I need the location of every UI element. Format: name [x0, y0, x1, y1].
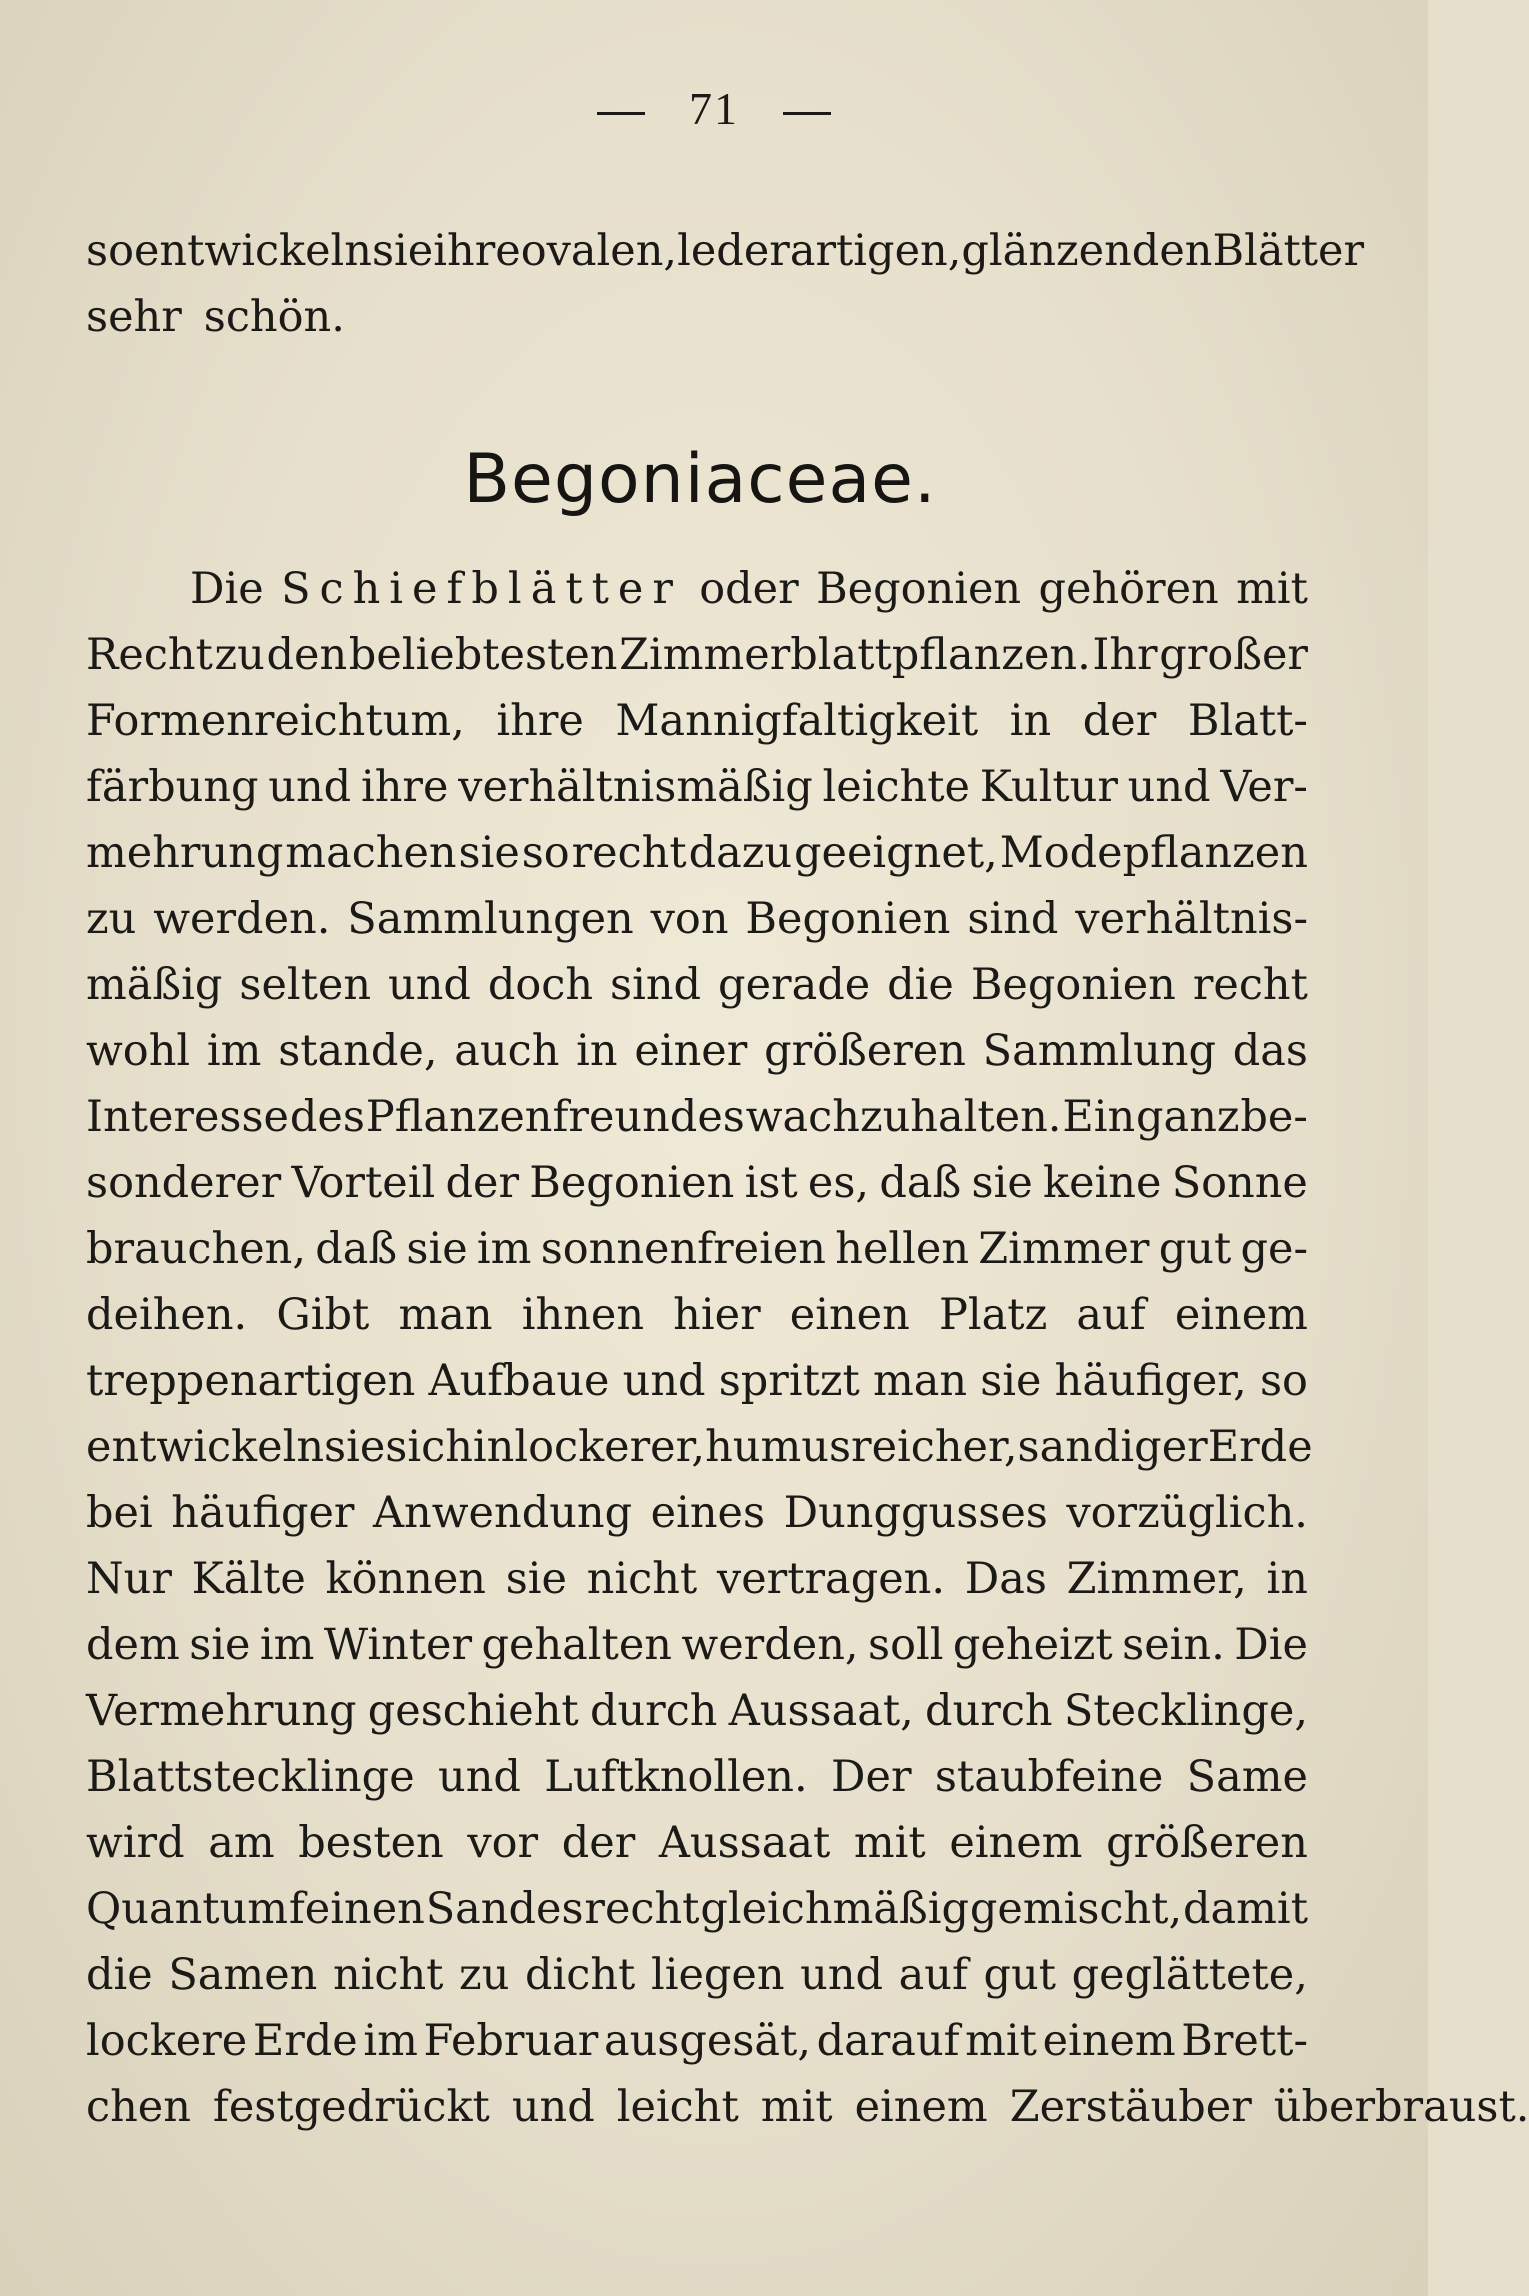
word: Erde: [252, 2016, 358, 2066]
word: daß: [315, 1224, 398, 1274]
word: oder: [699, 564, 799, 614]
intro-paragraph: [86, 218, 1365, 350]
word: Platz: [938, 1290, 1048, 1340]
page-number-value: 71: [689, 83, 739, 134]
word: einem: [854, 2082, 988, 2132]
word: Zimmerblattpflanzen.: [619, 630, 1091, 680]
word: mehrung: [86, 828, 284, 878]
word: gut: [983, 1950, 1057, 2000]
word: ihre: [433, 226, 521, 276]
word: treppenartigen: [86, 1356, 416, 1406]
word: Gibt: [276, 1290, 370, 1340]
word: der: [1082, 696, 1157, 746]
word: zu: [459, 1950, 510, 2000]
word: recht: [584, 1884, 700, 1934]
word: Quantum: [86, 1884, 289, 1934]
word: Mannigfaltigkeit: [615, 696, 979, 746]
word: liegen: [650, 1950, 785, 2000]
word: Vorteil: [291, 1158, 436, 1208]
word: Sammlung: [982, 1026, 1216, 1076]
word: in: [472, 1422, 515, 1472]
word: dazu: [688, 828, 793, 878]
body-line: [86, 1942, 1308, 2008]
word: mäßig: [86, 960, 223, 1010]
emphasized-term: Schiefblätter: [281, 564, 682, 614]
word: Brett-: [1181, 2016, 1308, 2066]
word: größeren: [1106, 1818, 1308, 1868]
word: Sammlungen: [347, 894, 634, 944]
word: den: [266, 630, 348, 680]
word: und: [622, 1356, 706, 1406]
word: vertragen.: [716, 1554, 946, 1604]
word: leicht: [616, 2082, 739, 2132]
word: am: [208, 1818, 275, 1868]
word: sie: [458, 828, 520, 878]
right-dash: [783, 112, 831, 115]
word: Blätter: [1212, 226, 1365, 276]
word: Sandes: [425, 1884, 584, 1934]
word: dem: [86, 1620, 180, 1670]
word: sie: [980, 1356, 1042, 1406]
word: stande,: [278, 1026, 438, 1076]
intro-line: [86, 284, 1308, 350]
word: recht: [1192, 960, 1308, 1010]
word: größeren: [764, 1026, 966, 1076]
word: zu: [214, 630, 265, 680]
word: Winter: [323, 1620, 473, 1670]
word: im: [476, 1224, 532, 1274]
word: man: [398, 1290, 493, 1340]
word: und: [438, 1752, 521, 1802]
word: sind: [610, 960, 702, 1010]
word: es,: [807, 1158, 870, 1208]
word: so: [1259, 1356, 1308, 1406]
word: sehr: [86, 292, 182, 342]
word: entwickeln: [86, 1422, 325, 1472]
word: einer: [634, 1026, 748, 1076]
word: Modepflanzen: [999, 828, 1308, 878]
word: Begonien: [970, 960, 1176, 1010]
word: keine: [1043, 1158, 1162, 1208]
word: Same: [1186, 1752, 1308, 1802]
word: und: [1127, 762, 1211, 812]
word: in: [1266, 1554, 1308, 1604]
word: der: [561, 1818, 636, 1868]
word: die: [86, 1950, 153, 2000]
word: humusreicher,: [705, 1422, 1018, 1472]
page-number: [0, 82, 1428, 135]
word: Vermehrung: [86, 1686, 357, 1736]
body-line: [86, 1216, 1308, 1282]
word: Zerstäuber: [1009, 2082, 1252, 2132]
word: nicht: [332, 1950, 444, 2000]
word: bei: [86, 1488, 153, 1538]
body-line: [86, 1414, 1313, 1480]
word: Blatt-: [1187, 696, 1308, 746]
word: sie: [189, 1620, 251, 1670]
body-line: [86, 1348, 1308, 1414]
word: sie: [505, 1554, 567, 1604]
word: und: [511, 2082, 595, 2132]
word: Kultur: [979, 762, 1118, 812]
body-line: [86, 754, 1308, 820]
word: gerade: [718, 960, 871, 1010]
word: so: [521, 828, 570, 878]
word: vorzüglich.: [1066, 1488, 1308, 1538]
word: feinen: [288, 1884, 425, 1934]
section-heading: Begoniaceae.: [463, 440, 937, 519]
word: überbraust.: [1273, 2082, 1529, 2132]
body-line: [86, 1480, 1308, 1546]
body-line: [86, 2008, 1308, 2074]
word: be-: [1240, 1092, 1308, 1142]
body-line: [86, 1150, 1308, 1216]
body-line: [86, 1876, 1308, 1942]
word: einem: [1042, 2016, 1176, 2066]
intro-line: [86, 218, 1365, 284]
word: Sonne: [1171, 1158, 1308, 1208]
word: gleichmäßig: [700, 1884, 969, 1934]
word: durch: [925, 1686, 1053, 1736]
word: einem: [1174, 1290, 1308, 1340]
word: sonderer: [86, 1158, 282, 1208]
word: einem: [949, 1818, 1083, 1868]
word: Das: [964, 1554, 1047, 1604]
word: besten: [298, 1818, 444, 1868]
word: sie: [971, 1158, 1033, 1208]
word: doch: [487, 960, 594, 1010]
word: Luftknollen.: [544, 1752, 808, 1802]
word: sein.: [1122, 1620, 1225, 1670]
word: der: [445, 1158, 519, 1208]
word: glänzenden: [961, 226, 1213, 276]
word: mit: [760, 2082, 833, 2132]
word: im: [259, 1620, 315, 1670]
word: Erde: [1207, 1422, 1313, 1472]
body-line: [86, 820, 1308, 886]
word: gut: [1158, 1224, 1232, 1274]
word: geheizt: [952, 1620, 1113, 1670]
word: und: [388, 960, 471, 1010]
word: lederartigen,: [677, 226, 962, 276]
word: des: [289, 1092, 365, 1142]
word: im: [206, 1026, 262, 1076]
word: und: [800, 1950, 884, 2000]
word: mit: [965, 2016, 1037, 2066]
body-line: [86, 1282, 1308, 1348]
word: man: [872, 1356, 968, 1406]
word: sie: [406, 1224, 468, 1274]
word: mit: [853, 1818, 926, 1868]
word: leichte: [822, 762, 970, 812]
word: wohl: [86, 1026, 191, 1076]
word: Aussaat: [658, 1818, 831, 1868]
body-line: [86, 688, 1308, 754]
word: so: [86, 226, 134, 276]
word: Begonien: [745, 894, 951, 944]
word: darauf: [816, 2016, 960, 2066]
left-dash: [597, 112, 645, 115]
word: auch: [454, 1026, 560, 1076]
word: können: [325, 1554, 487, 1604]
word: werden.: [153, 894, 331, 944]
word: geeignet,: [793, 828, 998, 878]
word: Zimmer: [978, 1224, 1150, 1274]
word: Die: [1234, 1620, 1308, 1670]
word: Zimmer,: [1066, 1554, 1247, 1604]
word: ihnen: [521, 1290, 645, 1340]
word: wachzuhalten.: [745, 1092, 1062, 1142]
word: festgedrückt: [212, 2082, 490, 2132]
word: hier: [673, 1290, 761, 1340]
word: lockerer,: [514, 1422, 706, 1472]
word: selten: [239, 960, 372, 1010]
body-first-line: [86, 556, 1308, 622]
word: machen: [285, 828, 457, 878]
body-line: [86, 1018, 1308, 1084]
word: sind: [967, 894, 1059, 944]
body-line: [86, 952, 1308, 1018]
word: ausgesät,: [603, 2016, 811, 2066]
word: auf: [898, 1950, 968, 2000]
word: Begonien: [816, 564, 1022, 614]
body-line: [86, 1744, 1308, 1810]
word: recht: [571, 828, 687, 878]
word: schön.: [203, 292, 345, 342]
word: Ein: [1062, 1092, 1136, 1142]
body-line: [86, 1678, 1308, 1744]
body-line: [86, 1612, 1308, 1678]
word: Pflanzenfreundes: [365, 1092, 745, 1142]
word: chen: [86, 2082, 191, 2132]
word: und: [268, 762, 352, 812]
word: sonnenfreien: [540, 1224, 826, 1274]
word: Begonien: [529, 1158, 735, 1208]
word: Ihr: [1092, 630, 1158, 680]
body-line: [86, 1084, 1308, 1150]
word: Blattstecklinge: [86, 1752, 415, 1802]
word: Aussaat,: [728, 1686, 914, 1736]
body-line: [86, 1546, 1308, 1612]
word: eines: [650, 1488, 766, 1538]
word: ovalen,: [520, 226, 678, 276]
word: einen: [789, 1290, 910, 1340]
word: vor: [467, 1818, 539, 1868]
word: wird: [86, 1818, 185, 1868]
word: Interesse: [86, 1092, 289, 1142]
word: entwickeln: [133, 226, 372, 276]
word: Der: [831, 1752, 912, 1802]
word: färbung: [86, 762, 259, 812]
word: ist: [744, 1158, 798, 1208]
word: hellen: [835, 1224, 970, 1274]
word: ihre: [360, 762, 449, 812]
word: lockere: [86, 2016, 248, 2066]
body-line: [86, 1810, 1308, 1876]
body-line: [86, 886, 1308, 952]
word: ganz: [1136, 1092, 1240, 1142]
word: spritzt: [718, 1356, 860, 1406]
word: gehören: [1038, 564, 1219, 614]
word: großer: [1159, 630, 1308, 680]
word: ihre: [496, 696, 584, 746]
word: staubfeine: [934, 1752, 1164, 1802]
word: Samen: [168, 1950, 318, 2000]
body-paragraph: [86, 556, 1529, 2140]
word: häufiger,: [1054, 1356, 1247, 1406]
word: im: [363, 2016, 418, 2066]
word: Ver-: [1220, 762, 1308, 812]
word: Stecklinge,: [1063, 1686, 1308, 1736]
word: von: [650, 894, 729, 944]
word: in: [1009, 696, 1052, 746]
word: verhältnis-: [1075, 894, 1308, 944]
word: gemischt,: [969, 1884, 1183, 1934]
word: das: [1232, 1026, 1308, 1076]
word: werden,: [681, 1620, 859, 1670]
word: nicht: [586, 1554, 698, 1604]
word: zu: [86, 894, 137, 944]
word: Aufbaue: [428, 1356, 610, 1406]
word: in: [576, 1026, 618, 1076]
word: auf: [1076, 1290, 1146, 1340]
word: deihen.: [86, 1290, 248, 1340]
word: durch: [589, 1686, 718, 1736]
word: sich: [385, 1422, 473, 1472]
word: ge-: [1240, 1224, 1308, 1274]
word: geschieht: [367, 1686, 579, 1736]
word: daß: [879, 1158, 962, 1208]
word: Nur: [86, 1554, 172, 1604]
word: dicht: [525, 1950, 636, 2000]
word: Anwendung: [373, 1488, 633, 1538]
body-line: [86, 2074, 1529, 2140]
word: Formenreichtum,: [86, 696, 465, 746]
word: Recht: [86, 630, 213, 680]
word: sie: [324, 1422, 386, 1472]
word: Kälte: [191, 1554, 306, 1604]
word: geglättete,: [1071, 1950, 1308, 2000]
word: gehalten: [481, 1620, 672, 1670]
word: die: [887, 960, 954, 1010]
word: soll: [868, 1620, 944, 1670]
word: brauchen,: [86, 1224, 306, 1274]
body-line: [86, 622, 1308, 688]
word: Februar: [423, 2016, 599, 2066]
word: Dunggusses: [783, 1488, 1048, 1538]
word: sandiger: [1017, 1422, 1208, 1472]
word: sie: [371, 226, 434, 276]
word: häufiger: [171, 1488, 355, 1538]
word: mit: [1236, 564, 1308, 614]
first-word: Die: [190, 564, 264, 614]
word: beliebtesten: [348, 630, 618, 680]
word: damit: [1183, 1884, 1308, 1934]
word: verhältnismäßig: [458, 762, 813, 812]
